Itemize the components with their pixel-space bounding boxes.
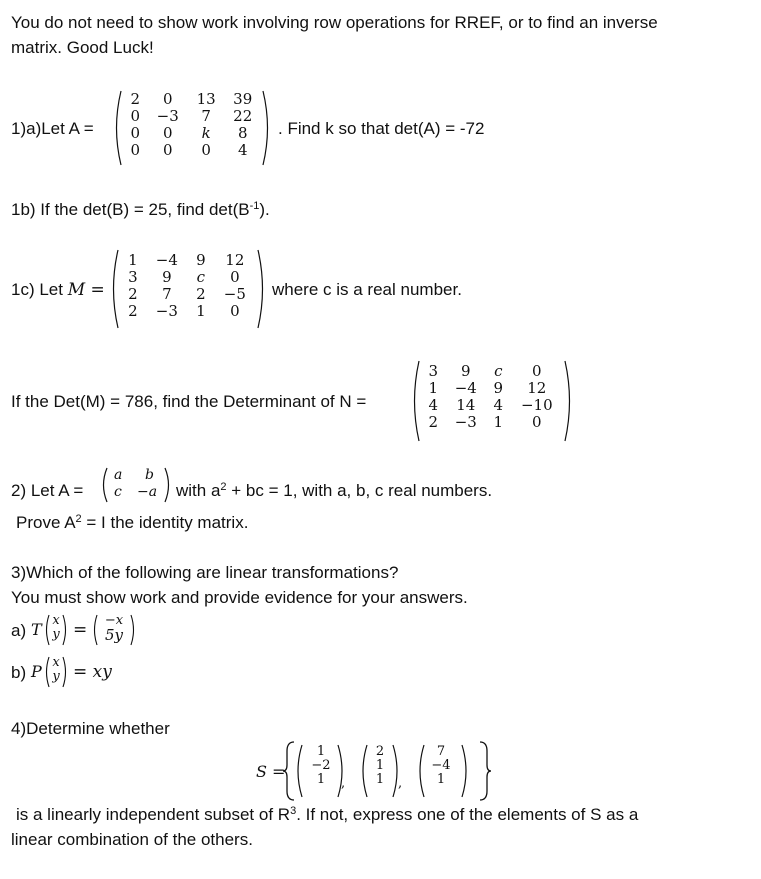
q4-set-name: S = xyxy=(256,762,286,781)
matrix-cell: 3 xyxy=(128,268,138,286)
q4-vector-3 xyxy=(425,745,457,787)
matrix-2x2-brackets xyxy=(99,466,173,504)
v3-1: 7 xyxy=(436,744,446,759)
q3b-y: y xyxy=(52,669,60,684)
matrix-row xyxy=(123,108,261,125)
q4-r-sup: 3 xyxy=(290,805,297,817)
q1a-prefix: 1)a)Let A = xyxy=(11,119,94,138)
v2-2: 1 xyxy=(375,758,385,773)
matrix-cell: −3 xyxy=(156,107,179,125)
matrix-cell: 9 xyxy=(461,362,471,380)
q1c-n-prefix: If the Det(M) = 786, find the Determinant of N = xyxy=(11,392,367,411)
matrix-n xyxy=(409,358,575,444)
matrix-2x2 xyxy=(99,466,173,504)
matrix-row xyxy=(123,125,261,142)
q3a-neg-x: −x xyxy=(104,613,124,628)
matrix-cell: 0 xyxy=(162,124,173,142)
q2-cond-a: with a xyxy=(176,481,221,500)
matrix-cell: 13 xyxy=(196,90,216,108)
q1b-text xyxy=(11,200,270,220)
q2-cond-sup: 2 xyxy=(220,481,227,493)
q2-cond-b: + bc = 1, with a, b, c real numbers. xyxy=(226,481,493,500)
matrix-cell: 1 xyxy=(493,413,504,431)
matrix-cell: 0 xyxy=(532,413,542,431)
q1c-eq: = xyxy=(85,280,105,300)
matrix-cell: 0 xyxy=(130,124,141,142)
q2-condition xyxy=(176,481,492,501)
matrix-cell: 2 xyxy=(128,285,138,303)
matrix-row xyxy=(120,303,256,320)
matrix-cell: 14 xyxy=(456,396,476,414)
m11: a xyxy=(114,467,123,483)
q2-identity: = I the identity matrix. xyxy=(81,513,249,532)
q2-prefix: 2) Let A = xyxy=(11,481,84,500)
matrix-cell: −4 xyxy=(155,251,178,269)
matrix-cell: 0 xyxy=(130,107,141,125)
matrix-m xyxy=(108,247,268,331)
matrix-row xyxy=(123,91,261,108)
q1c-var: M xyxy=(67,280,86,300)
matrix-cell: 7 xyxy=(201,107,211,125)
q2-line2 xyxy=(16,513,248,533)
intro-line-2: matrix. Good Luck! xyxy=(11,38,154,57)
matrix-cell: 4 xyxy=(428,396,439,414)
matrix-cell: 7 xyxy=(162,285,172,303)
matrix-cell: c xyxy=(196,268,206,286)
v3-2: −4 xyxy=(431,758,451,773)
matrix-row xyxy=(120,286,256,303)
matrix-cell: 4 xyxy=(493,396,504,414)
matrix-cell: 0 xyxy=(130,141,141,159)
q1c-suffix: where c is a real number. xyxy=(272,280,462,299)
q2-prove-sup: 2 xyxy=(75,513,82,525)
matrix-cell: −5 xyxy=(223,285,246,303)
intro-line-1: You do not need to show work involving row operations for RREF, or to find an inverse xyxy=(11,13,658,32)
matrix-row xyxy=(120,269,256,286)
matrix-cell: 2 xyxy=(428,413,439,431)
matrix-cell: 2 xyxy=(128,302,138,320)
q3-line2: You must show work and provide evidence for your answers. xyxy=(11,588,468,607)
q4-line2a: is a linearly independent subset of R xyxy=(16,805,291,824)
matrix-cell: 1 xyxy=(128,251,138,269)
v2-1: 2 xyxy=(375,744,385,759)
q3b-x: x xyxy=(52,655,60,670)
m21: c xyxy=(114,484,122,500)
matrix-cell: 0 xyxy=(230,268,240,286)
q4-line3: linear combination of the others. xyxy=(11,830,253,849)
q2-prove: Prove A xyxy=(16,513,76,532)
q3a-output-entries xyxy=(91,614,137,642)
matrix-cell: 39 xyxy=(233,90,253,108)
q3a-y: y xyxy=(52,627,60,642)
q4-vector-2 xyxy=(368,745,392,787)
matrix-row xyxy=(421,363,563,380)
matrix-cell: 1 xyxy=(196,302,206,320)
matrix-cell: 0 xyxy=(532,362,542,380)
q1c-let: 1c) Let xyxy=(11,280,63,299)
q3b-fn: P xyxy=(31,662,42,681)
matrix-a xyxy=(111,88,273,168)
q4-line2b: . If not, express one of the elements of S as a xyxy=(296,805,639,824)
matrix-row xyxy=(120,252,256,269)
matrix-cell: 4 xyxy=(237,141,248,159)
m12: b xyxy=(145,467,154,483)
matrix-cell: 9 xyxy=(493,379,504,397)
v3-3: 1 xyxy=(436,772,446,787)
matrix-cell: 1 xyxy=(428,379,439,397)
v1-3: 1 xyxy=(316,772,326,787)
matrix-cell: 2 xyxy=(196,285,206,303)
matrix-cell: c xyxy=(494,362,503,380)
matrix-cell: −3 xyxy=(155,302,178,320)
matrix-cell: 0 xyxy=(201,141,211,159)
q4-vector-1 xyxy=(306,745,336,787)
matrix-cell: 0 xyxy=(230,302,240,320)
matrix-row xyxy=(421,414,563,431)
matrix-cell: 8 xyxy=(237,124,248,142)
v1-2: −2 xyxy=(311,758,331,773)
v2-3: 1 xyxy=(375,772,385,787)
matrix-cell: 9 xyxy=(196,251,206,269)
matrix-cell: 9 xyxy=(162,268,172,286)
q3b-input-entries xyxy=(43,656,69,684)
matrix-cell: 22 xyxy=(233,107,253,125)
matrix-cell: −10 xyxy=(520,396,553,414)
matrix-cell: 12 xyxy=(527,379,547,397)
q3a-fn: T xyxy=(31,620,42,639)
matrix-cell: 12 xyxy=(225,251,245,269)
q3a-label: a) xyxy=(11,621,27,640)
matrix-cell: k xyxy=(201,124,211,142)
q4-comma-2: , xyxy=(398,776,403,791)
q4-comma-1: , xyxy=(341,776,346,791)
q4-line2 xyxy=(16,805,638,825)
matrix-row xyxy=(123,142,261,159)
matrix-row xyxy=(421,397,563,414)
q1c-prefix xyxy=(11,280,105,300)
matrix-cell: −3 xyxy=(454,413,477,431)
q3b-rhs: = xy xyxy=(73,662,112,682)
q3b-label: b) xyxy=(11,663,27,682)
matrix-cell: −4 xyxy=(454,379,477,397)
v1-1: 1 xyxy=(316,744,326,759)
q4-line1: 4)Determine whether xyxy=(11,719,170,738)
m22: −a xyxy=(137,484,158,500)
q3a-input-entries xyxy=(43,614,69,642)
q3a-equals: = xyxy=(73,620,88,640)
matrix-cell: 3 xyxy=(428,362,439,380)
matrix-cell: 0 xyxy=(162,90,173,108)
q1b-main: 1b) If the det(B) = 25, find det(B xyxy=(11,200,250,219)
matrix-cell: 0 xyxy=(162,141,173,159)
q1b-sup: -1 xyxy=(249,200,260,212)
matrix-cell: 2 xyxy=(130,90,141,108)
q3a-5y: 5y xyxy=(104,626,124,644)
q1a-suffix: . Find k so that det(A) = -72 xyxy=(278,119,485,138)
q3a-x: x xyxy=(52,613,60,628)
q1b-end: ). xyxy=(259,200,270,219)
matrix-row xyxy=(421,380,563,397)
q3-line1: 3)Which of the following are linear transformations? xyxy=(11,563,399,582)
